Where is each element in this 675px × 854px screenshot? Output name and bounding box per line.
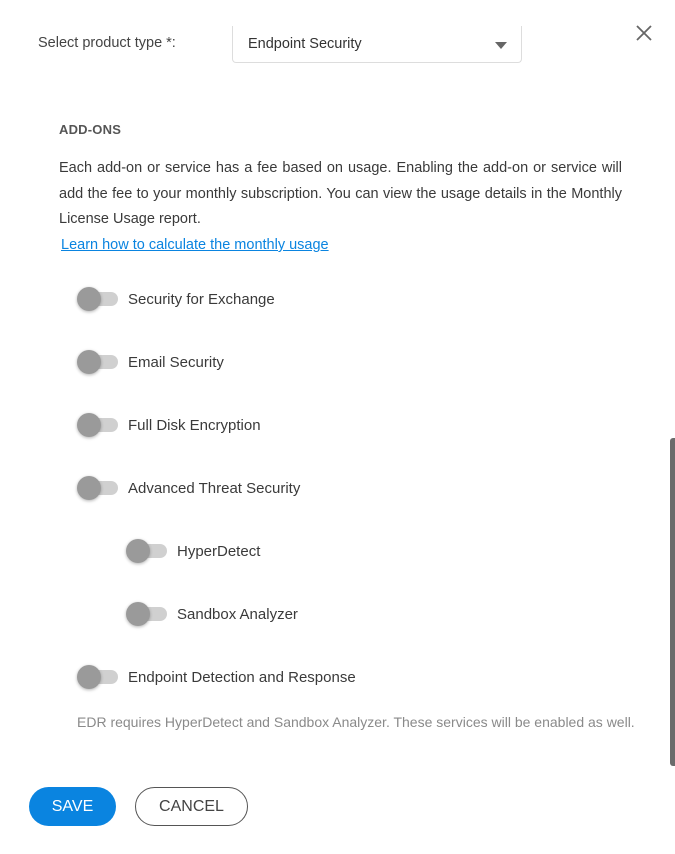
addons-heading: ADD-ONS [59,122,122,137]
toggle-hyperdetect[interactable] [126,538,260,564]
close-button[interactable] [633,22,655,44]
addons-description: Each add-on or service has a fee based on usage. Enabling the add-on or service will add the fee to your monthly subscription. You can view the usage details in the Monthly License Usage report. [59,160,622,227]
toggle-advanced-threat-security[interactable] [77,475,300,501]
toggle-switch[interactable] [126,538,168,564]
save-button[interactable]: SAVE [29,787,116,826]
toggle-edr[interactable] [77,664,356,690]
toggle-switch[interactable] [77,286,119,312]
toggle-label: Endpoint Detection and Response [128,668,356,686]
cancel-button[interactable]: CANCEL [135,787,248,826]
toggle-label: HyperDetect [177,542,261,560]
toggle-switch[interactable] [77,664,119,690]
toggle-label: Sandbox Analyzer [177,605,298,623]
edr-note: EDR requires HyperDetect and Sandbox Analyzer. These services will be enabled as well. [77,714,635,730]
toggle-label: Email Security [128,353,224,371]
toggle-security-for-exchange[interactable] [77,286,275,312]
scrollbar[interactable] [670,438,675,766]
toggle-switch[interactable] [126,601,168,627]
chevron-down-icon [495,42,507,49]
toggle-switch[interactable] [77,349,119,375]
product-type-select[interactable] [232,26,522,63]
close-icon [633,22,655,44]
toggle-email-security[interactable] [77,349,224,375]
toggle-switch[interactable] [77,412,119,438]
product-type-label: Select product type *: [38,35,176,51]
learn-monthly-usage-link[interactable]: Learn how to calculate the monthly usage [61,237,329,253]
toggle-label: Security for Exchange [128,290,275,308]
toggle-full-disk-encryption[interactable] [77,412,261,438]
toggle-label: Full Disk Encryption [128,416,261,434]
toggle-label: Advanced Threat Security [128,479,301,497]
toggle-sandbox-analyzer[interactable] [126,601,298,627]
product-type-value: Endpoint Security [248,36,362,52]
toggle-switch[interactable] [77,475,119,501]
